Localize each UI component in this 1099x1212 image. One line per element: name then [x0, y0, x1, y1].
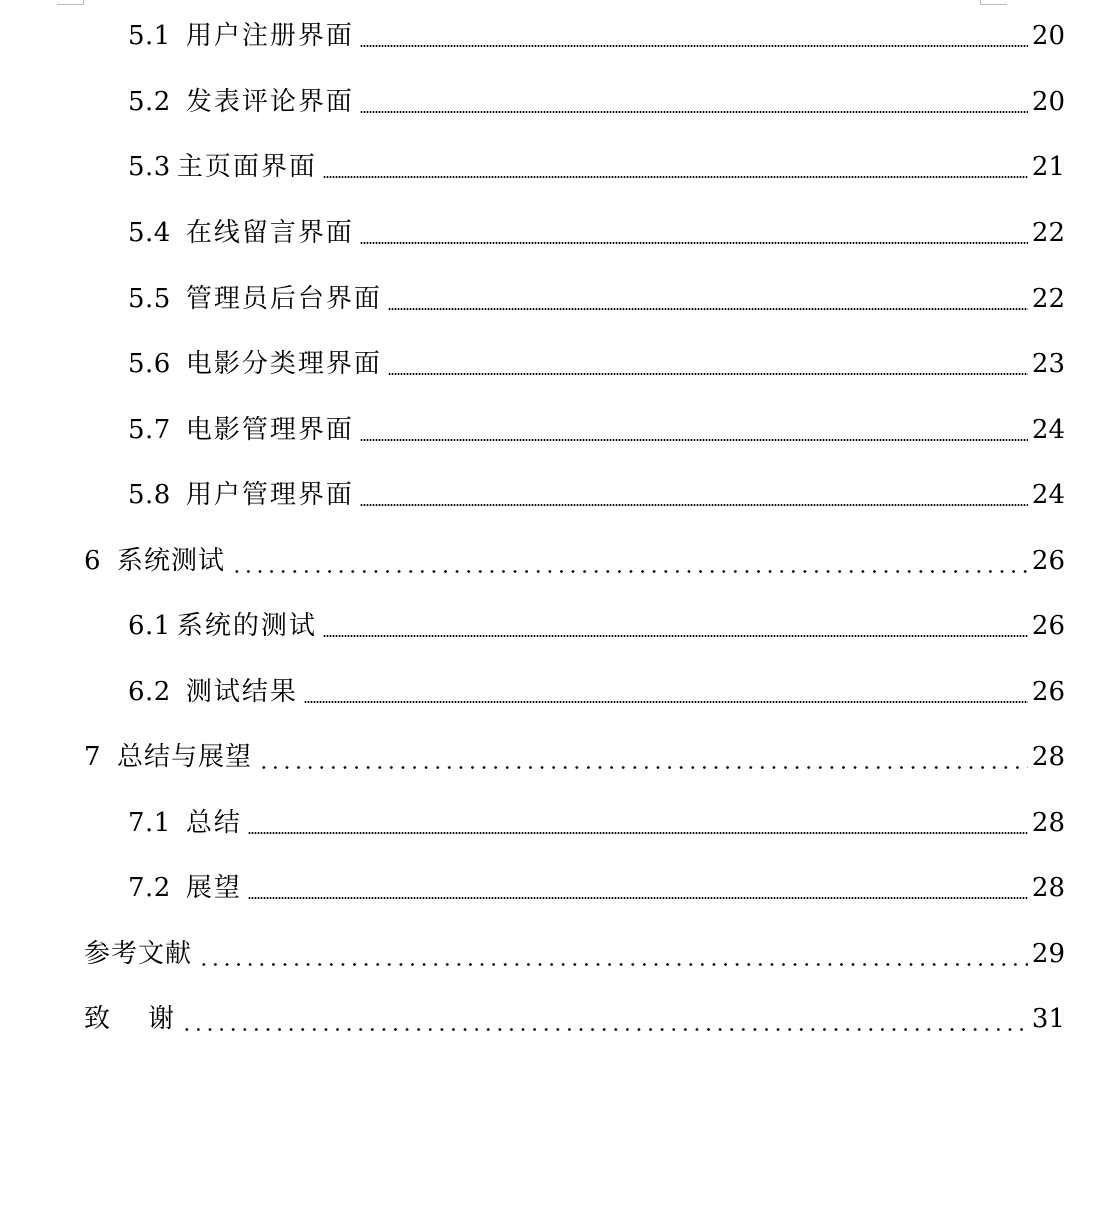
toc-dot-leader — [360, 439, 1028, 441]
toc-entry-number: 7.2 — [128, 873, 171, 903]
toc-entry-page: 20 — [1031, 87, 1065, 117]
toc-entry-title: 系统测试 — [117, 546, 226, 576]
toc-entry-title: 测试结果 — [185, 677, 298, 707]
toc-entry-page: 26 — [1031, 611, 1065, 641]
toc-entry-number: 5.6 — [128, 349, 171, 379]
toc-dot-leader — [323, 635, 1028, 637]
toc-entry-title: 主页面界面 — [176, 152, 317, 182]
toc-entry-number: 5.7 — [128, 415, 171, 445]
toc-entry-7-1[interactable] — [128, 803, 1065, 843]
toc-entry-5-8[interactable] — [128, 475, 1065, 515]
toc-entry-5-5[interactable] — [128, 279, 1065, 319]
toc-entry-5-1[interactable] — [128, 16, 1065, 56]
toc-entry-title: 系统的测试 — [176, 611, 317, 641]
page-corner-mark-right — [980, 0, 1007, 5]
toc-entry-7-2[interactable] — [128, 868, 1065, 908]
toc-entry-number: 5.8 — [128, 480, 171, 510]
toc-entry-page: 28 — [1031, 808, 1065, 838]
toc-dot-leader — [258, 766, 1028, 769]
toc-entry-title: 参考文献 — [84, 939, 193, 969]
toc-entry-number: 6.1 — [128, 611, 171, 641]
toc-entry-title: 展望 — [185, 873, 242, 903]
toc-entry-number: 7.1 — [128, 808, 171, 838]
toc-entry-title: 用户注册界面 — [185, 21, 354, 51]
toc-entry-page: 29 — [1031, 939, 1065, 969]
toc-entry-page: 31 — [1031, 1004, 1065, 1034]
toc-entry-5-6[interactable] — [128, 344, 1065, 384]
toc-entry-number: 5.2 — [128, 87, 171, 117]
toc-entry-page: 22 — [1031, 218, 1065, 248]
toc-dot-leader — [360, 504, 1028, 506]
toc-entry-title: 电影分类理界面 — [185, 349, 382, 379]
toc-entry-page: 22 — [1031, 284, 1065, 314]
toc-entry-title: 在线留言界面 — [185, 218, 354, 248]
toc-dot-leader — [304, 701, 1028, 703]
toc-entry-title: 总结 — [185, 808, 242, 838]
toc-dot-leader — [388, 308, 1028, 310]
toc-entry-page: 26 — [1031, 677, 1065, 707]
toc-entry-number: 6 — [84, 546, 102, 576]
toc-entry-5-3[interactable] — [128, 147, 1065, 187]
toc-dot-leader — [360, 242, 1028, 244]
toc-entry-number: 5.4 — [128, 218, 171, 248]
toc-dot-leader — [231, 570, 1028, 573]
toc-entry-acknowledgements[interactable] — [84, 999, 1065, 1039]
page-corner-mark-left — [57, 0, 84, 5]
toc-dot-leader — [248, 832, 1028, 834]
toc-entry-6-1[interactable] — [128, 606, 1065, 646]
toc-entry-page: 26 — [1031, 546, 1065, 576]
toc-entry-page: 24 — [1031, 480, 1065, 510]
toc-dot-leader — [248, 897, 1028, 899]
toc-entry-5-7[interactable] — [128, 410, 1065, 450]
toc-entry-6-2[interactable] — [128, 672, 1065, 712]
toc-entry-page: 20 — [1031, 21, 1065, 51]
toc-entry-number: 5.3 — [128, 152, 171, 182]
toc-dot-leader — [198, 963, 1028, 966]
toc-entry-5-4[interactable] — [128, 213, 1065, 253]
toc-dot-leader — [360, 111, 1028, 113]
toc-entry-number: 7 — [84, 742, 102, 772]
toc-entry-number: 6.2 — [128, 677, 171, 707]
toc-entry-number: 5.1 — [128, 21, 171, 51]
toc-entry-title: 总结与展望 — [117, 742, 253, 772]
toc-entry-references[interactable] — [84, 934, 1065, 974]
toc-entry-page: 24 — [1031, 415, 1065, 445]
toc-entry-page: 23 — [1031, 349, 1065, 379]
toc-dot-leader — [323, 176, 1028, 178]
toc-entry-page: 21 — [1031, 152, 1065, 182]
toc-entry-title: 电影管理界面 — [185, 415, 354, 445]
toc-dot-leader — [181, 1028, 1028, 1031]
toc-entry-5-2[interactable] — [128, 82, 1065, 122]
toc-entry-page: 28 — [1031, 742, 1065, 772]
toc-entry-page: 28 — [1031, 873, 1065, 903]
toc-entry-number: 5.5 — [128, 284, 171, 314]
toc-entry-title: 管理员后台界面 — [185, 284, 382, 314]
toc-entry-title: 发表评论界面 — [185, 87, 354, 117]
toc-entry-7[interactable] — [84, 737, 1065, 777]
toc-entry-title: 用户管理界面 — [185, 480, 354, 510]
toc-entry-6[interactable] — [84, 541, 1065, 581]
toc-dot-leader — [360, 45, 1028, 47]
toc-entry-title: 致 谢 — [84, 1004, 176, 1034]
toc-dot-leader — [388, 373, 1028, 375]
